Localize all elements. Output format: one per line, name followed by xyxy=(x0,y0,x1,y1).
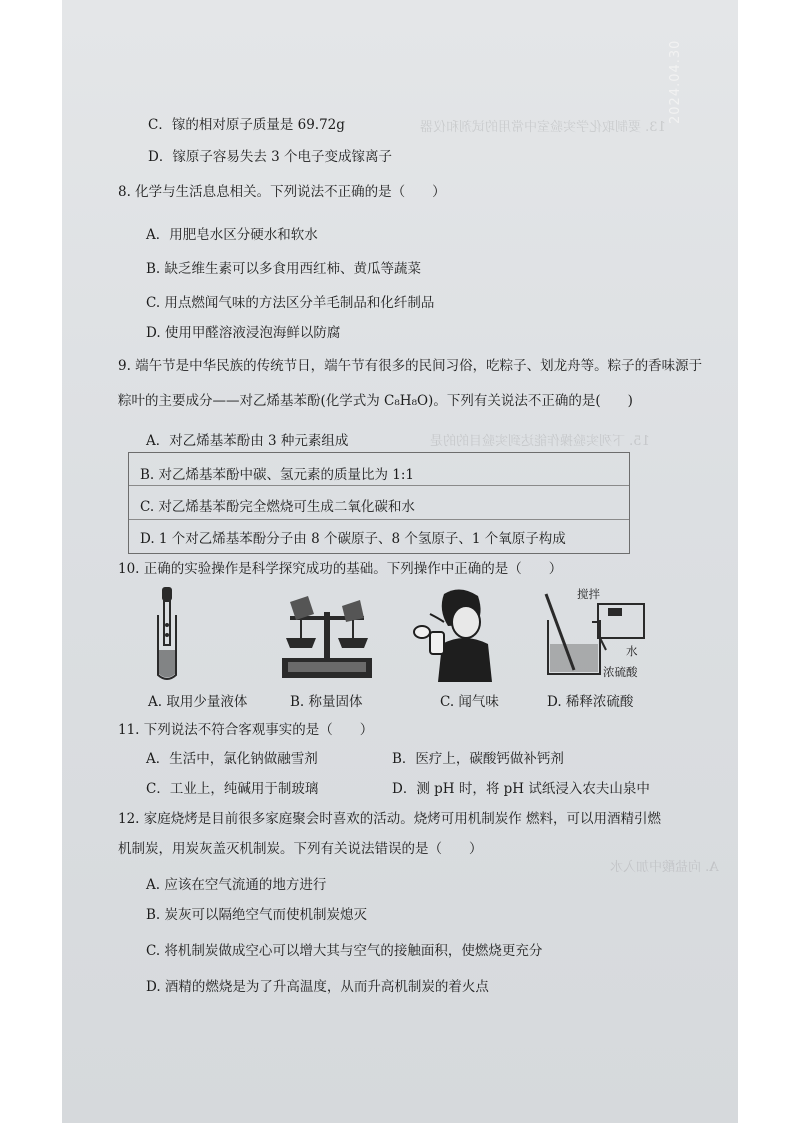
q12-option-a: A. 应该在空气流通的地方进行 xyxy=(146,877,327,893)
q12-option-b: B. 炭灰可以隔绝空气而使机制炭熄灭 xyxy=(146,907,368,923)
q8-option-d: D. 使用甲醛溶液浸泡海鲜以防腐 xyxy=(146,325,341,341)
q10-option-c: C. 闻气味 xyxy=(440,694,499,710)
q12-stem-line2: 机制炭，用炭灰盖灭机制炭。下列有关说法错误的是（ ） xyxy=(118,841,483,857)
q9-stem-line2: 粽叶的主要成分——对乙烯基苯酚(化学式为 C₈H₈O)。下列有关说法不正确的是( ) xyxy=(118,393,633,409)
balance-icon xyxy=(276,596,378,686)
fig-d-label-acid: 浓硫酸 xyxy=(603,665,638,679)
q10-option-b: B. 称量固体 xyxy=(290,694,363,710)
person-smelling-icon xyxy=(408,584,504,684)
q8-stem: 8. 化学与生活息息相关。下列说法不正确的是（ ） xyxy=(118,184,446,200)
reverse-side-bleed: 15. 下列实验操作能达到实验目的的是 xyxy=(430,434,650,449)
q10-stem: 10. 正确的实验操作是科学探究成功的基础。下列操作中正确的是（ ） xyxy=(118,561,563,577)
q9-stem-line1: 9. 端午节是中华民族的传统节日，端午节有很多的民间习俗，吃粽子、划龙舟等。粽子的香味源于 xyxy=(118,358,703,374)
q11-option-b: B．医疗上，碳酸钙做补钙剂 xyxy=(392,751,564,767)
q9-option-d: D. 1 个对乙烯基苯酚分子由 8 个碳原子、8 个氢原子、1 个氧原子构成 xyxy=(140,531,566,547)
reverse-side-bleed: 13. 要制取化学实验室中常用的试剂和仪器 xyxy=(420,120,666,135)
q12-option-d: D. 酒精的燃烧是为了升高温度，从而升高机制炭的着火点 xyxy=(146,979,489,995)
q11-option-a: A．生活中，氯化钠做融雪剂 xyxy=(146,751,318,767)
q9-option-c: C. 对乙烯基苯酚完全燃烧可生成二氧化碳和水 xyxy=(140,499,415,515)
q11-option-c: C．工业上，纯碱用于制玻璃 xyxy=(146,781,319,797)
q8-option-c: C. 用点燃闻气味的方法区分羊毛制品和化纤制品 xyxy=(146,295,435,311)
q11-stem: 11. 下列说法不符合客观事实的是（ ） xyxy=(118,722,374,738)
q12-option-c: C. 将机制炭做成空心可以增大其与空气的接触面积，使燃烧更充分 xyxy=(146,943,543,959)
reverse-side-bleed: A. 向盐酸中加入水 xyxy=(610,860,719,875)
q10-option-a: A. 取用少量液体 xyxy=(148,694,248,710)
q9-option-a: A．对乙烯基苯酚由 3 种元素组成 xyxy=(146,433,349,449)
q7-option-d: D．镓原子容易失去 3 个电子变成镓离子 xyxy=(148,149,392,165)
fig-d-label-water: 水 xyxy=(626,644,638,658)
q8-option-a: A．用肥皂水区分硬水和软水 xyxy=(146,227,318,243)
q12-stem-line1: 12. 家庭烧烤是目前很多家庭聚会时喜欢的活动。烧烤可用机制炭作 燃料，可以用酒精引燃 xyxy=(118,811,662,827)
q7-option-c: C．镓的相对原子质量是 69.72g xyxy=(148,117,345,133)
q11-option-d: D．测 pH 时，将 pH 试纸浸入农夫山泉中 xyxy=(392,781,650,797)
dropper-in-test-tube-icon xyxy=(150,585,200,685)
date-stamp: 2024.04.30 xyxy=(668,39,683,124)
fig-d-label-stir: 搅拌 xyxy=(577,587,600,601)
q10-option-d: D. 稀释浓硫酸 xyxy=(547,694,634,710)
q9-option-b: B. 对乙烯基苯酚中碳、氢元素的质量比为 1:1 xyxy=(140,467,415,483)
q8-option-b: B. 缺乏维生素可以多食用西红柿、黄瓜等蔬菜 xyxy=(146,261,422,277)
